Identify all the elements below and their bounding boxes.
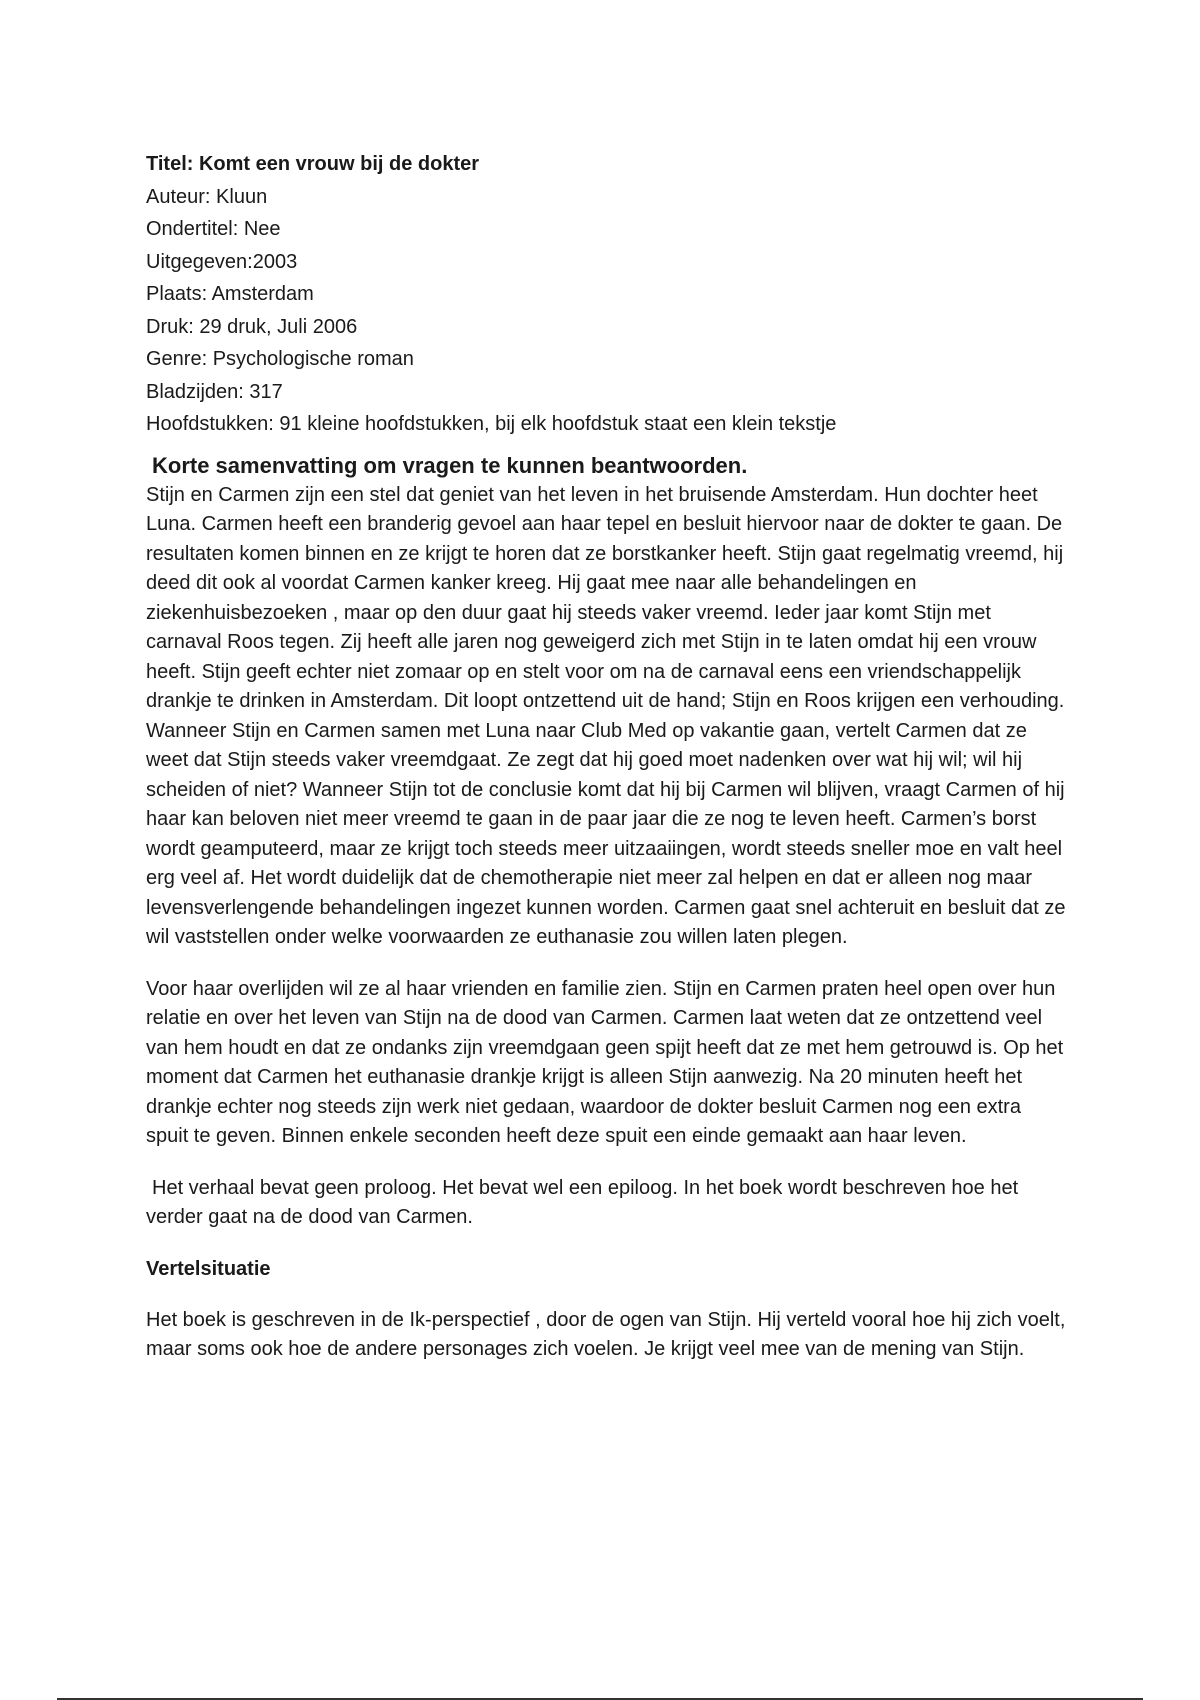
narration-heading: Vertelsituatie xyxy=(146,1257,271,1280)
book-subtitle: Ondertitel: Nee xyxy=(146,218,281,240)
summary-section xyxy=(146,451,1066,1233)
book-title: Titel: Komt een vrouw bij de dokter xyxy=(146,153,480,175)
narration-paragraph: Het boek is geschreven in de Ik-perspectief , door de ogen van Stijn. Hij verteld vooral hoe hij zich voelt, maar soms ook hoe de andere personages zich voelen. Je krijgt veel mee van de mening van Stijn. xyxy=(146,1308,1066,1360)
summary-paragraph-2: Voor haar overlijden wil ze al haar vrienden en familie zien. Stijn en Carmen praten heel open over hun relatie en over het leven van Stijn na de dood van Carmen. Carmen laat weten dat ze ontzettend veel van hem houdt en dat ze ondanks zijn vreemdgaan geen spijt heeft dat ze met hem getrouwd is. Op het moment dat Carmen het euthanasie drankje krijgt is alleen Stijn aanwezig. Na 20 minuten heeft het drankje echter nog steeds zijn werk niet gedaan, waardoor de dokter besluit Carmen nog een extra spuit te geven. Binnen enkele seconden heeft deze spuit een einde gemaakt aan haar leven. xyxy=(146,977,1064,1147)
book-chapters: Hoofdstukken: 91 kleine hoofdstukken, bij elk hoofdstuk staat een klein tekstje xyxy=(146,413,837,435)
book-author: Auteur: Kluun xyxy=(146,185,268,208)
narration-section xyxy=(146,1255,1066,1365)
book-print: Druk: 29 druk, Juli 2006 xyxy=(146,315,358,338)
summary-heading: Korte samenvatting om vragen te kunnen beantwoorden. xyxy=(152,452,748,478)
summary-paragraph-3: Het verhaal bevat geen proloog. Het bevat wel een epiloog. In het boek wordt beschreven hoe het verder gaat na de dood van Carmen. xyxy=(146,1176,1019,1228)
book-place: Plaats: Amsterdam xyxy=(146,283,314,305)
summary-paragraph-1: Stijn en Carmen zijn een stel dat geniet van het leven in het bruisende Amsterdam. Hun dochter heet Luna. Carmen heeft een branderig gevoel aan haar tepel en besluit hiervoor naar de dokter te gaan. De resultaten komen binnen en ze krijgt te horen dat ze borstkanker heeft. Stijn gaat regelmatig vreemd, hij deed dit ook al voordat Carmen kanker kreeg. Hij gaat mee naar alle behandelingen en ziekenhuisbezoeken , maar op den duur gaat hij steeds vaker vreemd. Ieder jaar komt Stijn met carnaval Roos tegen. Zij heeft alle jaren nog geweigerd zich met Stijn in te laten omdat hij een vrouw heeft. Stijn geeft echter niet zomaar op en stelt voor om na de carnaval eens een vriendschappelijk drankje te drinken in Amsterdam. Dit loopt ontzettend uit de hand; Stijn en Roos krijgen een verhouding. Wanneer Stijn en Carmen samen met Luna naar Club Med op vakantie gaan, vertelt Carmen dat ze weet dat Stijn steeds vaker vreemdgaat. Ze zegt dat hij goed moet nadenken over wat hij wil; wil hij scheiden of niet? Wanneer Stijn tot de conclusie komt dat hij bij Carmen wil blijven, vraagt Carmen of hij haar kan beloven niet meer vreemd te gaan in de paar jaar die ze nog te leven heeft. Carmen’s borst wordt geamputeerd, maar ze krijgt toch steeds meer uitzaaiingen, wordt steeds sneller moe en valt heel erg veel af. Het wordt duidelijk dat de chemotherapie niet meer zal helpen en dat er alleen nog maar levensverlengende behandelingen ingezet kunnen worden. Carmen gaat snel achteruit en besluit dat ze wil vaststellen onder welke voorwaarden ze euthanasie zou willen laten plegen. xyxy=(146,483,1066,948)
book-pages: Bladzijden: 317 xyxy=(146,380,283,403)
book-genre: Genre: Psychologische roman xyxy=(146,348,414,370)
book-published: Uitgegeven:2003 xyxy=(146,250,298,273)
document-page xyxy=(146,148,1066,1365)
book-metadata xyxy=(146,148,1066,441)
